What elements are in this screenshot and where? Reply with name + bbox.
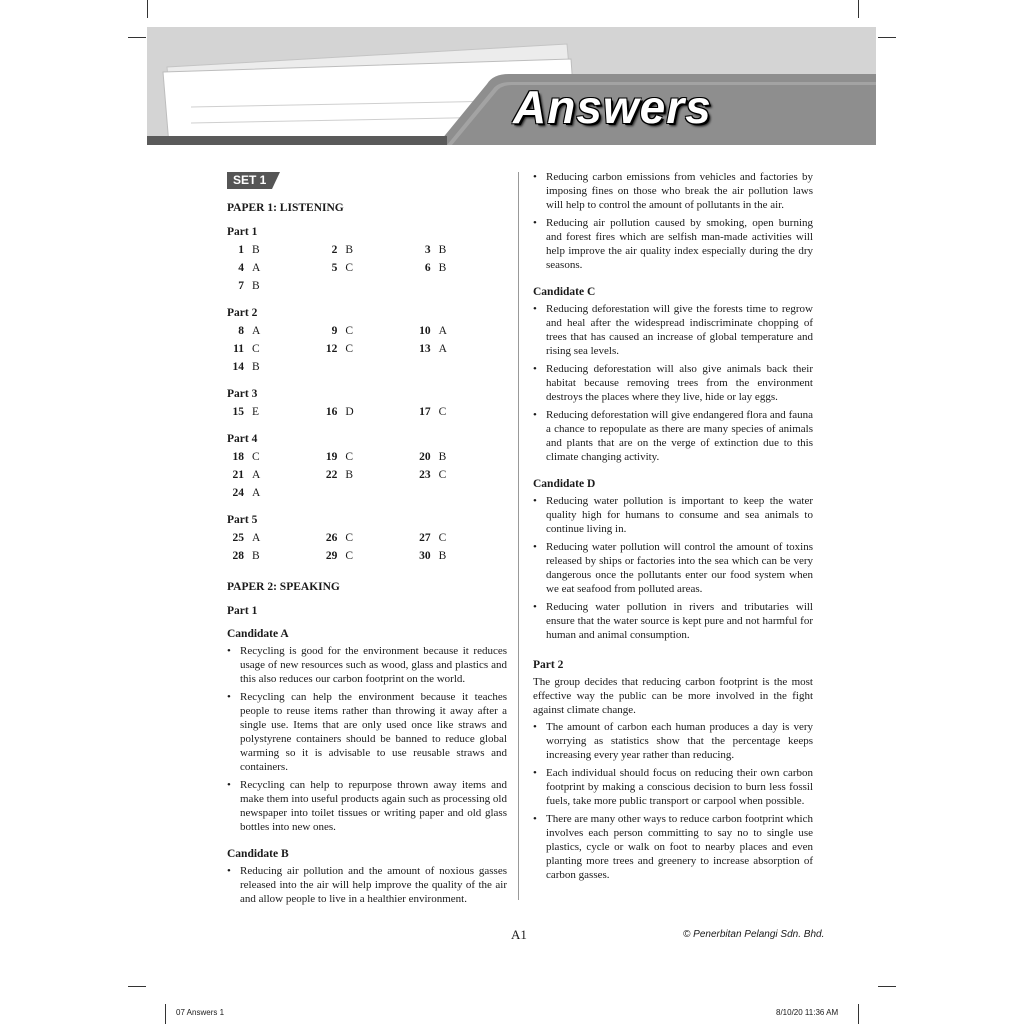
answer-item bbox=[414, 260, 507, 278]
question-number: 6 bbox=[424, 262, 431, 274]
answer-letter: B bbox=[252, 244, 260, 256]
list-item: • Recycling is good for the environment because it reduces usage of new resources such as wood, glass and plastics and this also reduces our carbon footprint on the world. bbox=[227, 644, 507, 686]
part2-list bbox=[533, 720, 813, 882]
header-banner bbox=[147, 27, 876, 145]
print-slug-file: 07 Answers 1 bbox=[176, 1008, 225, 1017]
answer-item bbox=[414, 341, 507, 359]
answer-row bbox=[227, 260, 507, 278]
part2-intro: The group decides that reducing carbon footprint is the most effective way the public can be more involved in the fight against climate change. bbox=[533, 676, 813, 716]
candidate-b-heading: Candidate B bbox=[227, 848, 289, 860]
page-title: Answers bbox=[513, 81, 712, 133]
listening-part-heading: Part 1 bbox=[227, 226, 258, 238]
question-number: 29 bbox=[325, 550, 338, 562]
crop-mark bbox=[878, 986, 896, 987]
answer-letter: C bbox=[438, 406, 447, 418]
answer-letter: C bbox=[252, 451, 260, 463]
question-number: 15 bbox=[232, 406, 244, 418]
answer-letter: B bbox=[438, 262, 447, 274]
answer-item bbox=[227, 485, 339, 503]
candidate-d-list bbox=[533, 494, 813, 642]
question-number: 5 bbox=[331, 262, 338, 274]
banner-graphic bbox=[147, 27, 876, 145]
question-number: 14 bbox=[232, 361, 244, 373]
crop-mark bbox=[858, 0, 859, 18]
question-number: 19 bbox=[325, 451, 338, 463]
answer-letter: C bbox=[252, 343, 260, 355]
answer-row bbox=[227, 359, 507, 377]
answer-letter: B bbox=[252, 361, 260, 373]
answer-item bbox=[320, 341, 413, 359]
candidate-c-list bbox=[533, 302, 813, 464]
answer-letter: C bbox=[345, 532, 353, 544]
answer-item bbox=[320, 242, 413, 260]
answer-item bbox=[414, 404, 507, 422]
question-number: 18 bbox=[232, 451, 244, 463]
answer-letter: C bbox=[438, 532, 447, 544]
print-slug-date: 8/10/20 11:36 AM bbox=[776, 1008, 839, 1017]
answer-item bbox=[227, 341, 320, 359]
answer-item bbox=[227, 278, 339, 296]
answer-item bbox=[414, 530, 507, 548]
crop-mark bbox=[147, 0, 148, 18]
answer-item bbox=[227, 449, 320, 467]
candidate-c-heading: Candidate C bbox=[533, 286, 596, 298]
answer-item bbox=[227, 260, 320, 278]
question-number: 7 bbox=[238, 280, 244, 292]
answer-letter: B bbox=[438, 451, 447, 463]
question-number: 26 bbox=[325, 532, 338, 544]
answer-row bbox=[227, 449, 507, 467]
answer-letter: A bbox=[438, 325, 447, 337]
answer-letter: C bbox=[438, 469, 447, 481]
list-item: • Reducing air pollution and the amount of noxious gasses released into the air will help improve the quality of the air and allow people to live in a healthier environment. bbox=[227, 864, 507, 906]
answer-row bbox=[227, 530, 507, 548]
answer-item bbox=[320, 404, 413, 422]
question-number: 10 bbox=[419, 325, 431, 337]
crop-mark bbox=[165, 1004, 166, 1024]
answer-letter: C bbox=[345, 451, 353, 463]
part2-heading: Part 2 bbox=[533, 659, 564, 671]
question-number: 3 bbox=[424, 244, 431, 256]
question-number: 8 bbox=[238, 325, 244, 337]
left-column bbox=[227, 172, 507, 910]
list-item: • There are many other ways to reduce carbon footprint which involves each person committing to say no to single use plastics, cycle or walk on foot to nearby places and even planting more trees and greenery to increase absorption of carbon gasses. bbox=[533, 812, 813, 882]
answer-letter: A bbox=[438, 343, 447, 355]
list-item: • Recycling can help the environment because it teaches people to reuse items rather than throwing it away after a single use. Items that are only used once like straws and polystyrene containers should be banned to reduce global warming so it is advisable to use reusable straws and containers. bbox=[227, 690, 507, 774]
answer-item bbox=[227, 242, 320, 260]
candidate-b-list-start bbox=[227, 864, 507, 906]
answer-item bbox=[227, 404, 320, 422]
answer-item bbox=[414, 242, 507, 260]
crop-mark bbox=[128, 986, 146, 987]
answer-item bbox=[320, 449, 413, 467]
listening-answers bbox=[227, 225, 507, 566]
answer-letter: C bbox=[345, 325, 353, 337]
answer-item bbox=[414, 548, 507, 566]
question-number: 27 bbox=[419, 532, 431, 544]
list-item: • Reducing deforestation will give endangered flora and fauna a chance to repopulate as there are many species of animals and plants that are on the verge of extinction due to this climate changing activity. bbox=[533, 408, 813, 464]
answer-row bbox=[227, 404, 507, 422]
answer-item bbox=[227, 530, 320, 548]
answer-item bbox=[227, 323, 320, 341]
list-item: • The amount of carbon each human produces a day is very worrying as statistics show that the percentage keeps increasing every year rather than reducing. bbox=[533, 720, 813, 762]
answer-row bbox=[227, 278, 507, 296]
answer-item bbox=[320, 323, 413, 341]
crop-mark bbox=[858, 1004, 859, 1024]
question-number: 17 bbox=[419, 406, 431, 418]
candidate-a-heading: Candidate A bbox=[227, 628, 289, 640]
answer-item bbox=[414, 449, 507, 467]
answer-row bbox=[227, 341, 507, 359]
paper1-title: PAPER 1: LISTENING bbox=[227, 202, 344, 214]
listening-part-heading: Part 4 bbox=[227, 433, 258, 445]
answer-letter: C bbox=[345, 343, 353, 355]
list-item: • Reducing carbon emissions from vehicles and factories by imposing fines on those who break the air pollution laws will help to control the amount of pollutants in the air. bbox=[533, 170, 813, 212]
answer-letter: A bbox=[252, 262, 261, 274]
question-number: 21 bbox=[232, 469, 244, 481]
answer-row bbox=[227, 467, 507, 485]
answer-letter: A bbox=[252, 325, 261, 337]
answer-letter: A bbox=[252, 487, 261, 499]
part1-heading: Part 1 bbox=[227, 605, 258, 617]
answer-letter: C bbox=[345, 262, 353, 274]
answer-item bbox=[320, 548, 413, 566]
question-number: 16 bbox=[325, 406, 338, 418]
question-number: 22 bbox=[325, 469, 338, 481]
answer-item bbox=[320, 530, 413, 548]
candidate-a-list bbox=[227, 644, 507, 834]
candidate-b-list-cont bbox=[533, 170, 813, 272]
list-item: • Each individual should focus on reducing their own carbon footprint by making a conscious decision to burn less fossil fuels, take more public transport or carpool when possible. bbox=[533, 766, 813, 808]
question-number: 11 bbox=[233, 343, 244, 355]
question-number: 23 bbox=[419, 469, 431, 481]
list-item: • Recycling can help to repurpose thrown away items and make them into useful products again such as processing old newspaper into toilet tissues or writing paper and old glass bottles into new ones. bbox=[227, 778, 507, 834]
answer-letter: B bbox=[345, 244, 353, 256]
list-item: • Reducing water pollution in rivers and tributaries will ensure that the water source is kept pure and not harmful for human and animal consumption. bbox=[533, 600, 813, 642]
list-item: • Reducing air pollution caused by smoking, open burning and forest fires which are selfish man-made activities will help improve the air quality index especially during the dry seasons. bbox=[533, 216, 813, 272]
answer-item bbox=[414, 323, 507, 341]
answer-row bbox=[227, 485, 507, 503]
answer-item bbox=[227, 548, 320, 566]
copyright: © Penerbitan Pelangi Sdn. Bhd. bbox=[683, 929, 825, 940]
answer-letter: C bbox=[345, 550, 353, 562]
answer-letter: E bbox=[252, 406, 260, 418]
question-number: 24 bbox=[232, 487, 244, 499]
answer-item bbox=[320, 260, 413, 278]
answer-item bbox=[320, 467, 413, 485]
listening-part-heading: Part 3 bbox=[227, 388, 258, 400]
question-number: 20 bbox=[419, 451, 431, 463]
question-number: 25 bbox=[232, 532, 244, 544]
listening-part-heading: Part 2 bbox=[227, 307, 258, 319]
answer-letter: A bbox=[252, 469, 261, 481]
question-number: 1 bbox=[238, 244, 244, 256]
question-number: 9 bbox=[331, 325, 338, 337]
list-item: • Reducing water pollution will control the amount of toxins released by ships or factories into the sea which can be very dangerous once the pollutants enter our food system when we eat seafood from polluted areas. bbox=[533, 540, 813, 596]
candidate-d-heading: Candidate D bbox=[533, 478, 596, 490]
list-item: • Reducing deforestation will also give animals back their habitat because removing trees from the environment destroys the places where they live, hide or lay eggs. bbox=[533, 362, 813, 404]
list-item: • Reducing deforestation will give the forests time to regrow and heal after the widespread indiscriminate chopping of trees that has caused an increase of global temperature and rising sea levels. bbox=[533, 302, 813, 358]
question-number: 13 bbox=[419, 343, 431, 355]
crop-mark bbox=[878, 37, 896, 38]
set-badge: SET 1 bbox=[227, 172, 272, 189]
paper2-title: PAPER 2: SPEAKING bbox=[227, 581, 340, 593]
question-number: 28 bbox=[232, 550, 244, 562]
question-number: 4 bbox=[238, 262, 244, 274]
answer-letter: B bbox=[438, 244, 447, 256]
answer-item bbox=[227, 359, 339, 377]
crop-mark bbox=[128, 37, 146, 38]
right-column bbox=[533, 170, 813, 886]
answer-letter: B bbox=[438, 550, 447, 562]
answer-letter: B bbox=[252, 550, 260, 562]
answer-letter: B bbox=[252, 280, 260, 292]
answer-letter: D bbox=[345, 406, 354, 418]
answer-letter: A bbox=[252, 532, 261, 544]
answer-row bbox=[227, 242, 507, 260]
question-number: 12 bbox=[325, 343, 338, 355]
list-item: • Reducing water pollution is important to keep the water quality high for humans to consume and sea animals to continue living in. bbox=[533, 494, 813, 536]
answer-row bbox=[227, 323, 507, 341]
column-divider bbox=[518, 172, 519, 900]
page-number: A1 bbox=[511, 927, 527, 942]
question-number: 2 bbox=[331, 244, 338, 256]
answer-row bbox=[227, 548, 507, 566]
answer-letter: B bbox=[345, 469, 353, 481]
answer-item bbox=[227, 467, 320, 485]
question-number: 30 bbox=[419, 550, 431, 562]
answer-item bbox=[414, 467, 507, 485]
listening-part-heading: Part 5 bbox=[227, 514, 258, 526]
